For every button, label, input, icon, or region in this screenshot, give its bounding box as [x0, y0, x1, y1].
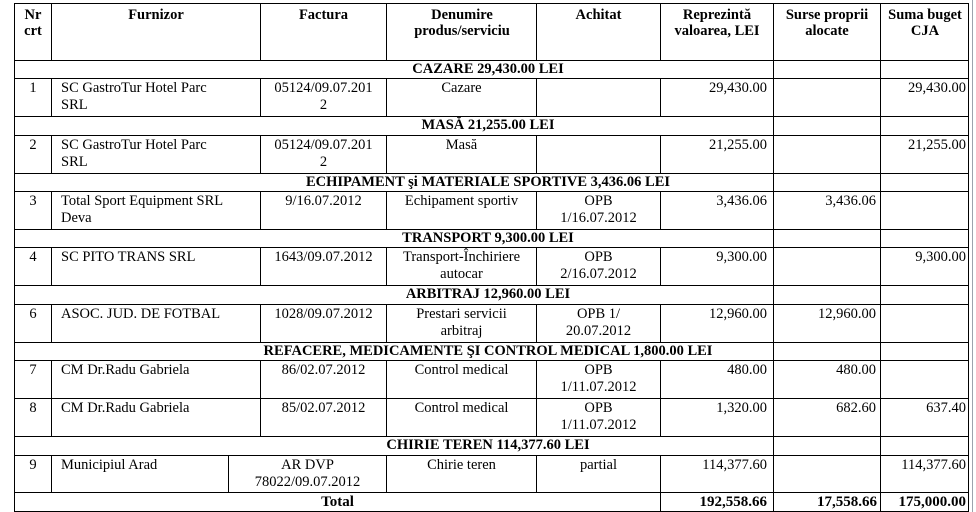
section-cazare: CAZARE 29,430.00 LEI — [412, 61, 564, 77]
cell-furnizor: SC GastroTur Hotel Parc — [61, 80, 207, 96]
cell-denumire: Control medical — [414, 362, 509, 378]
cell-factura: 85/02.07.2012 — [281, 400, 366, 416]
cell-suma: 637.40 — [926, 400, 966, 416]
cell-nr: 1 — [29, 80, 37, 96]
cell-surse: 3,436.06 — [825, 193, 876, 209]
section-echipament: ECHIPAMENT şi MATERIALE SPORTIVE 3,436.06 LEI — [305, 174, 671, 190]
cell-valoare: 3,436.06 — [716, 193, 767, 209]
cell-factura: 05124/09.07.201 — [274, 137, 373, 153]
header-suma: Suma buget CJA — [888, 7, 962, 39]
cell-achitat-cont: 1/16.07.2012 — [560, 210, 637, 226]
cell-denumire: Prestari servicii — [416, 306, 507, 322]
header-denumire: Denumire produs/serviciu — [414, 7, 510, 39]
section-masa: MASĂ 21,255.00 LEI — [421, 117, 555, 133]
cell-furnizor: SC PITO TRANS SRL — [61, 249, 196, 265]
cell-furnizor: Total Sport Equipment SRL — [61, 193, 224, 209]
cell-denumire: Cazare — [441, 80, 482, 96]
cell-furnizor-cont: SRL — [61, 154, 88, 170]
section-transport: TRANSPORT 9,300.00 LEI — [402, 230, 574, 246]
cell-nr: 3 — [29, 193, 37, 209]
header-valoare: Reprezintă valoarea, LEI — [674, 7, 760, 39]
cell-furnizor: CM Dr.Radu Gabriela — [61, 400, 190, 416]
cell-denumire-cont: arbitraj — [440, 323, 483, 339]
section-arbitraj: ARBITRAJ 12,960.00 LEI — [405, 286, 571, 302]
cell-suma: 114,377.60 — [901, 457, 966, 473]
cell-denumire: Control medical — [414, 400, 509, 416]
cell-achitat: OPB — [584, 362, 613, 378]
cell-achitat: OPB — [584, 400, 613, 416]
cell-valoare: 21,255.00 — [709, 137, 767, 153]
cell-nr: 7 — [29, 362, 37, 378]
cell-achitat: OPB — [584, 249, 613, 265]
cell-achitat-cont: 1/11.07.2012 — [560, 379, 637, 395]
cell-denumire: Echipament sportiv — [404, 193, 519, 209]
cell-surse: 682.60 — [836, 400, 876, 416]
cell-denumire: Transport-Închiriere — [402, 249, 521, 265]
header-surse: Surse proprii alocate — [785, 7, 869, 39]
cell-nr: 6 — [29, 306, 37, 322]
cell-surse: 480.00 — [836, 362, 876, 378]
cell-nr: 2 — [29, 137, 37, 153]
cell-furnizor: SC GastroTur Hotel Parc — [61, 137, 207, 153]
cell-factura: 1643/09.07.2012 — [274, 249, 373, 265]
header-factura: Factura — [298, 7, 349, 23]
cell-furnizor: ASOC. JUD. DE FOTBAL — [61, 306, 221, 322]
cell-denumire: Masă — [445, 137, 478, 153]
cell-factura-cont: 2 — [319, 154, 328, 170]
cell-nr: 9 — [29, 457, 37, 473]
total-valoare: 192,558.66 — [699, 494, 767, 510]
cell-valoare: 9,300.00 — [716, 249, 767, 265]
cell-suma: 21,255.00 — [908, 137, 966, 153]
cell-factura: AR DVP — [281, 457, 334, 473]
cell-achitat: OPB — [584, 193, 613, 209]
cell-furnizor-cont: SRL — [61, 97, 88, 113]
cell-furnizor: Municipiul Arad — [61, 457, 158, 473]
cell-furnizor-cont: Deva — [61, 210, 92, 226]
total-suma: 175,000.00 — [898, 494, 966, 510]
total-surse: 17,558.66 — [817, 494, 877, 510]
cell-factura-cont: 78022/09.07.2012 — [254, 474, 361, 490]
cell-valoare: 12,960.00 — [709, 306, 767, 322]
header-nr-crt: Nr crt — [24, 7, 42, 39]
cell-achitat: partial — [579, 457, 618, 473]
cell-factura: 9/16.07.2012 — [285, 193, 362, 209]
cell-valoare: 1,320.00 — [716, 400, 767, 416]
cell-achitat: OPB 1/ — [576, 306, 621, 322]
cell-suma: 9,300.00 — [915, 249, 966, 265]
cell-factura: 86/02.07.2012 — [281, 362, 366, 378]
section-chirie: CHIRIE TEREN 114,377.60 LEI — [386, 437, 590, 453]
section-refacere: REFACERE, MEDICAMENTE ŞI CONTROL MEDICAL 1,800.00 LEI — [263, 343, 713, 359]
cell-nr: 4 — [29, 249, 37, 265]
cell-achitat-cont: 20.07.2012 — [565, 323, 632, 339]
cell-valoare: 29,430.00 — [709, 80, 767, 96]
cell-factura-cont: 2 — [319, 97, 328, 113]
total-label: Total — [321, 494, 354, 510]
header-furnizor: Furnizor — [128, 7, 184, 23]
cell-valoare: 114,377.60 — [702, 457, 767, 473]
cell-achitat-cont: 2/16.07.2012 — [560, 266, 637, 282]
cell-factura: 05124/09.07.201 — [274, 80, 373, 96]
cell-valoare: 480.00 — [727, 362, 767, 378]
cell-achitat-cont: 1/11.07.2012 — [560, 417, 637, 433]
cell-suma: 29,430.00 — [908, 80, 966, 96]
cell-denumire: Chirie teren — [427, 457, 496, 473]
header-achitat: Achitat — [575, 7, 622, 23]
cell-denumire-cont: autocar — [440, 266, 483, 282]
cell-factura: 1028/09.07.2012 — [274, 306, 373, 322]
cell-nr: 8 — [29, 400, 37, 416]
cell-surse: 12,960.00 — [818, 306, 876, 322]
cell-furnizor: CM Dr.Radu Gabriela — [61, 362, 190, 378]
